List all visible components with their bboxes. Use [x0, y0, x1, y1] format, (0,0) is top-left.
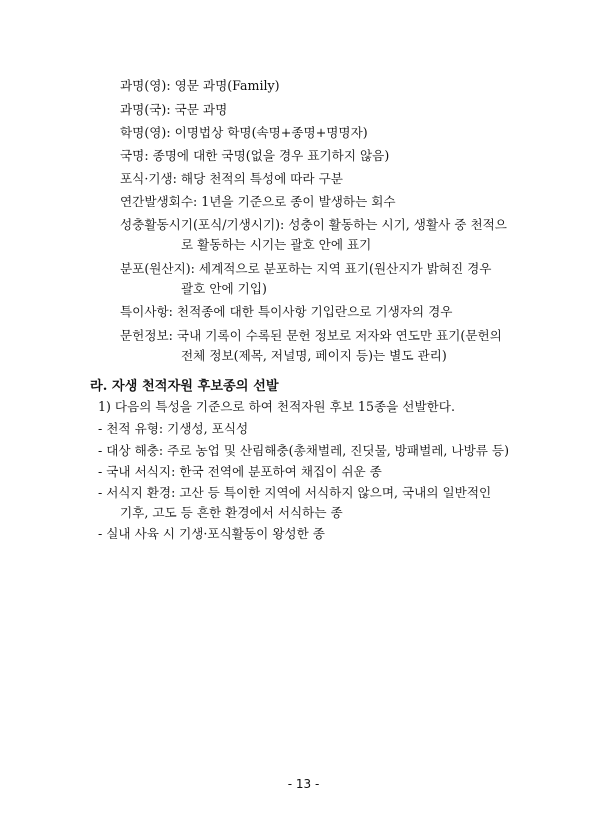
field-feeding-parasitism: 포식·기생: 해당 천적의 특성에 따라 구분: [120, 171, 343, 186]
field-annual-generations: 연간발생회수: 1년을 기준으로 종이 발생하는 회수: [120, 194, 396, 209]
field-remarks: 특이사항: 천적종에 대한 특이사항 기입란으로 기생자의 경우: [120, 304, 453, 319]
criteria-item: - 실내 사육 시 기생·포식활동이 왕성한 종: [98, 526, 325, 541]
field-adult-period-line1: 성충활동시기(포식/기생시기): 성충이 활동하는 시기, 생활사 중 천적으: [120, 217, 507, 232]
field-korean-name: 국명: 종명에 대한 국명(없을 경우 표기하지 않음): [120, 148, 390, 163]
field-distribution-line2: 괄호 안에 기입): [181, 281, 267, 296]
field-family-en: 과명(영): 영문 과명(Family): [120, 78, 280, 93]
criteria-item-continuation: 기후, 고도 등 흔한 환경에서 서식하는 종: [120, 505, 343, 520]
criteria-item: - 천적 유형: 기생성, 포식성: [98, 421, 249, 436]
field-references-line1: 문헌정보: 국내 기록이 수록된 문헌 정보로 저자와 연도만 표기(문헌의: [120, 328, 502, 343]
section-heading: 라. 자생 천적자원 후보종의 선발: [90, 379, 279, 394]
field-adult-period-line2: 로 활동하는 시기는 괄호 안에 표기: [181, 237, 372, 252]
field-references-line2: 전체 정보(제목, 저널명, 페이지 등)는 별도 관리): [181, 348, 447, 363]
page-number: - 13 -: [287, 777, 320, 791]
field-distribution-line1: 분포(원산지): 세계적으로 분포하는 지역 표기(원산지가 밝혀진 경우: [120, 261, 492, 276]
selection-intro: 1) 다음의 특성을 기준으로 하여 천적자원 후보 15종을 선발한다.: [98, 399, 455, 414]
criteria-item: - 서식지 환경: 고산 등 특이한 지역에 서식하지 않으며, 국내의 일반적인: [98, 485, 492, 500]
field-scientific-name: 학명(영): 이명법상 학명(속명+종명+명명자): [120, 125, 368, 140]
criteria-item: - 국내 서식지: 한국 전역에 분포하여 채집이 쉬운 종: [98, 464, 382, 479]
criteria-item: - 대상 해충: 주로 농업 및 산림해충(총채벌레, 진딧물, 방패벌레, 나방류 등): [98, 443, 510, 458]
field-family-kr: 과명(국): 국문 과명: [120, 102, 228, 117]
